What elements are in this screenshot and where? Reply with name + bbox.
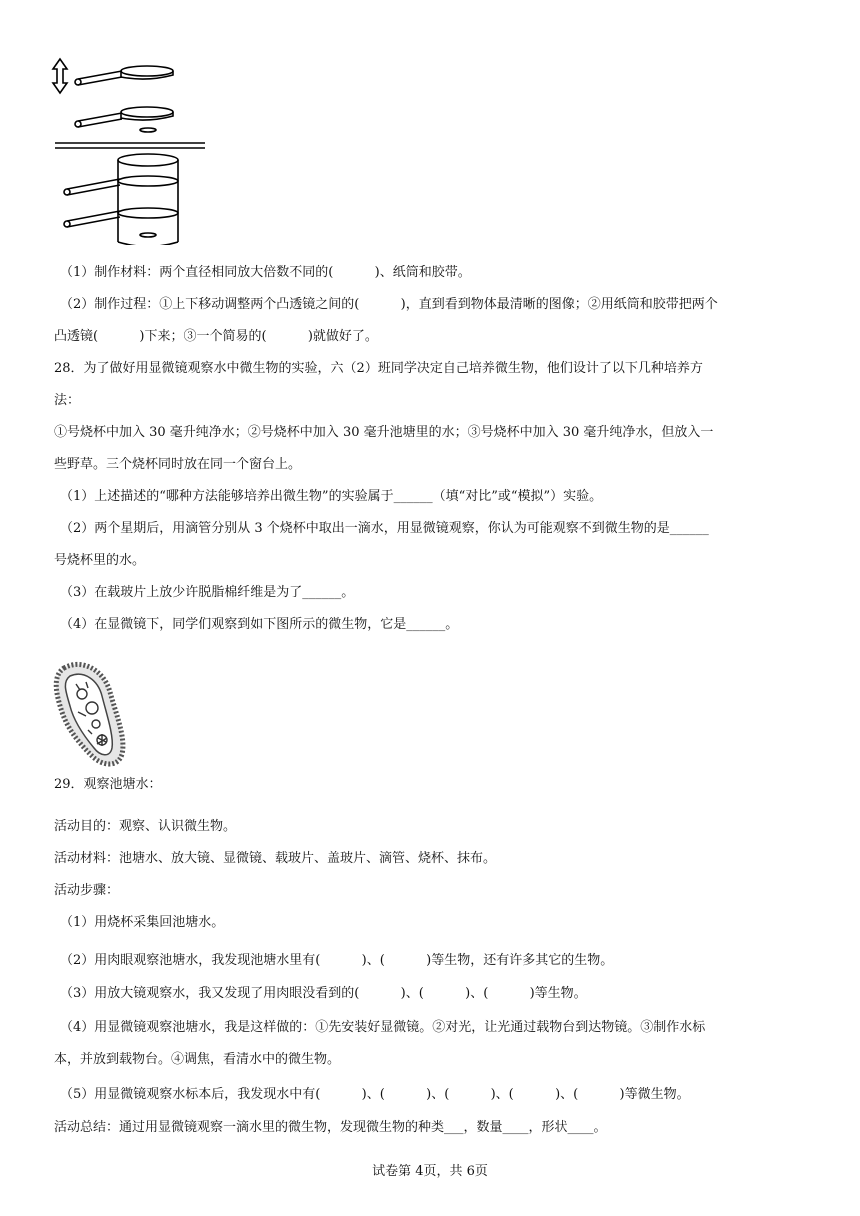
- q29-step5: （5）用显微镜观察水标本后，我发现水中有( )、( )、( )、( )、( )等微生物。: [60, 1087, 690, 1102]
- q28-sub3: （3）在载玻片上放少许脱脂棉纤维是为了______。: [60, 585, 355, 600]
- q29-materials: 活动材料：池塘水、放大镜、显微镜、载玻片、盖玻片、滴管、烧杯、抹布。: [54, 851, 497, 866]
- q28-stem-line2: 法：: [54, 393, 81, 408]
- q29-purpose: 活动目的：观察、认识微生物。: [54, 819, 237, 834]
- q29-step1: （1）用烧杯采集回池塘水。: [60, 915, 225, 930]
- page-footer: 试卷第 4页，共 6页: [372, 1164, 488, 1179]
- q27-sub2-line1: （2）制作过程：①上下移动调整两个凸透镜之间的( )，直到看到物体最清晰的图像；②用纸筒和胶带把两个: [60, 297, 718, 312]
- paramecium-image: [52, 660, 128, 768]
- q28-methods-line1: ①号烧杯中加入 30 毫升纯净水；②号烧杯中加入 30 毫升池塘里的水；③号烧杯中加入 30 毫升纯净水，但放入一: [54, 425, 714, 440]
- q28-methods-line2: 些野草。三个烧杯同时放在同一个窗台上。: [54, 457, 302, 472]
- q28-sub2-line1: （2）两个星期后，用滴管分别从 3 个烧杯中取出一滴水，用显微镜观察，你认为可能观察不到微生物的是______: [60, 521, 709, 536]
- q28-stem-line1: 28．为了做好用显微镜观察水中微生物的实验，六（2）班同学决定自己培养微生物，他们设计了以下几种培养方: [54, 361, 703, 376]
- q29-step3: （3）用放大镜观察水，我又发现了用肉眼没看到的( )、( )、( )等生物。: [60, 986, 587, 1001]
- q27-sub2-line2: 凸透镜( )下来；③一个简易的( )就做好了。: [54, 329, 378, 344]
- q27-sub1: （1）制作材料：两个直径相同放大倍数不同的( )、纸筒和胶带。: [60, 265, 471, 280]
- q28-sub1: （1）上述描述的“哪种方法能够培养出微生物”的实验属于______（填“对比”或“模拟”）实验。: [60, 489, 603, 504]
- telescope-diagram: [50, 55, 210, 245]
- q29-steps-label: 活动步骤：: [54, 883, 120, 898]
- q29-step2: （2）用肉眼观察池塘水，我发现池塘水里有( )、( )等生物，还有许多其它的生物。: [60, 953, 614, 968]
- q29-summary: 活动总结：通过用显微镜观察一滴水里的微生物，发现微生物的种类___，数量____，形状____。: [54, 1120, 607, 1135]
- q29-step4-line1: （4）用显微镜观察池塘水，我是这样做的：①先安装好显微镜。②对光，让光通过载物台到达物镜。③制作水标: [60, 1020, 706, 1035]
- q28-sub4: （4）在显微镜下，同学们观察到如下图所示的微生物，它是______。: [60, 617, 459, 632]
- q29-title: 29．观察池塘水：: [54, 777, 162, 792]
- q29-step4-line2: 本，并放到载物台。④调焦，看清水中的微生物。: [54, 1052, 341, 1067]
- q28-sub2-line2: 号烧杯里的水。: [54, 553, 146, 568]
